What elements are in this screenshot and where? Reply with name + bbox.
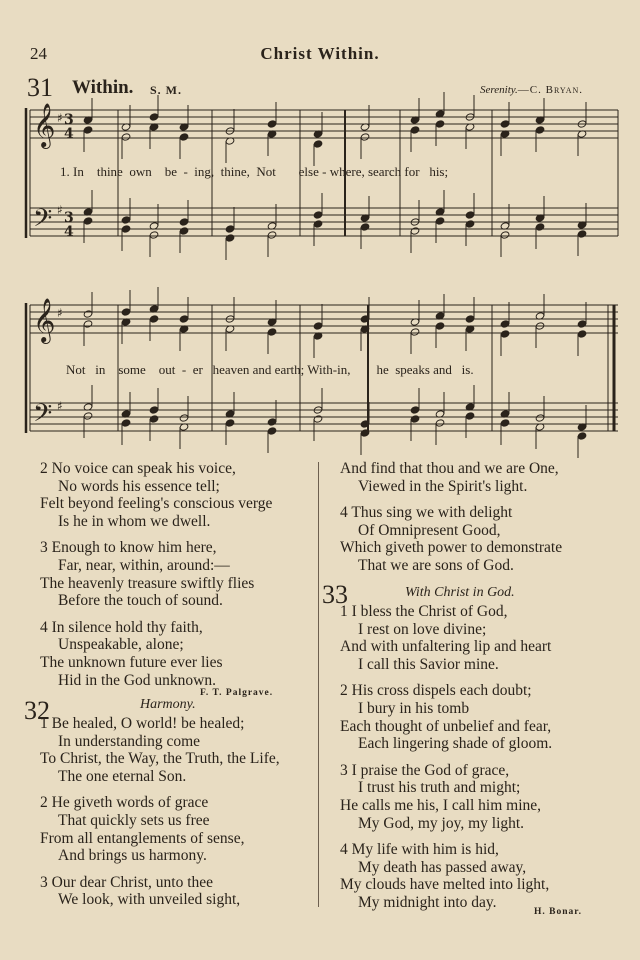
verse — [340, 460, 630, 495]
verse-line: The heavenly treasure swiftly flies — [40, 574, 255, 592]
hymn32-continued — [340, 460, 630, 575]
note-head — [535, 223, 545, 231]
verse-line: My clouds have melted into light, — [340, 876, 550, 894]
verse-line: My God, my joy, my light. — [358, 814, 525, 832]
note-head — [313, 211, 323, 219]
note-head — [121, 225, 131, 233]
verse-line: 1 Be healed, O world! be healed; — [40, 715, 245, 732]
verse-line: To Christ, the Way, the Truth, the Life, — [40, 750, 280, 768]
music-score — [0, 0, 640, 460]
svg-text:♯: ♯ — [57, 203, 63, 217]
hymn32-subtitle: Harmony. — [140, 697, 196, 712]
verse-line: 2 He giveth words of grace — [40, 794, 209, 812]
note-head — [465, 211, 475, 219]
verse — [40, 539, 315, 609]
svg-text:𝄢: 𝄢 — [33, 399, 53, 434]
note-head — [179, 227, 189, 235]
hymn33-subtitle: With Christ in God. — [405, 585, 515, 600]
note-head — [267, 120, 277, 128]
verse-line: Which giveth power to demonstrate — [340, 539, 563, 557]
verse-line: In understanding come — [58, 732, 201, 750]
note-head — [83, 126, 93, 134]
note-head — [121, 308, 131, 316]
verse-line: I call this Savior mine. — [358, 655, 499, 673]
note-head — [360, 223, 370, 231]
verse-line: 4 My life with him is hid, — [340, 841, 499, 859]
note-head — [121, 419, 131, 427]
note-head — [465, 315, 475, 323]
note-head — [225, 419, 235, 427]
note-head — [179, 133, 189, 141]
note-head — [500, 320, 510, 328]
lyrics-line-2: Not in some out - er heaven and earth; With-in, he speaks and is. — [66, 362, 474, 377]
note-head — [225, 234, 235, 242]
svg-text:♯: ♯ — [57, 399, 63, 413]
verse-line: And find that thou and we are One, — [340, 460, 559, 477]
note-head — [577, 230, 587, 238]
verse-line: 3 Enough to know him here, — [40, 539, 217, 557]
svg-text:3: 3 — [64, 112, 74, 128]
verse-line: The one eternal Son. — [58, 767, 187, 785]
verse-line: Viewed in the Spirit's light. — [358, 477, 528, 495]
verse-line: We look, with unveiled sight, — [58, 891, 241, 909]
note-head — [577, 432, 587, 440]
lyrics-line-1: 1. In thine own be - ing, thine, Not else - where, search for his; — [60, 164, 449, 179]
note-head — [83, 310, 93, 318]
tune-name: Serenity. — [480, 84, 518, 96]
note-head — [500, 330, 510, 338]
verse-line: 2 No voice can speak his voice, — [40, 460, 236, 477]
running-title: Christ Within. — [260, 44, 380, 63]
svg-text:4: 4 — [64, 126, 74, 142]
note-head — [360, 429, 370, 437]
svg-text:♯: ♯ — [57, 306, 63, 320]
verse — [40, 794, 318, 864]
verse-line: Before the touch of sound. — [58, 592, 223, 610]
note-head — [313, 140, 323, 148]
verse — [40, 460, 315, 530]
note-head — [535, 126, 545, 134]
note-head — [465, 412, 475, 420]
verse-line: Unspeakable, alone; — [58, 636, 184, 654]
hymn-number-31: 31 — [27, 73, 53, 102]
verse-line: I trust his truth and might; — [358, 779, 521, 797]
author-palgrave: F. T. Palgrave. — [200, 688, 274, 698]
svg-text:3: 3 — [64, 210, 74, 226]
verse-line: Each lingering shade of gloom. — [358, 735, 553, 753]
note-head — [83, 320, 93, 328]
note-head — [179, 414, 189, 422]
verse-line: No words his essence tell; — [58, 477, 220, 495]
verse — [40, 619, 315, 689]
verse-line: My death has passed away, — [358, 858, 527, 876]
hymn-number-33: 33 — [322, 580, 348, 609]
verse-line: 3 Our dear Christ, unto thee — [40, 873, 214, 891]
verse — [340, 603, 635, 673]
verse-line: 1 I bless the Christ of God, — [340, 603, 508, 620]
note-head — [149, 231, 159, 239]
hymn-title: Within. — [72, 77, 134, 98]
verse — [340, 762, 635, 832]
note-head — [535, 414, 545, 422]
note-head — [225, 225, 235, 233]
verse-line: Hid in the God unknown. — [58, 671, 217, 689]
verse-line: I bury in his tomb — [358, 699, 470, 717]
note-head — [313, 220, 323, 228]
note-head — [410, 227, 420, 235]
svg-text:𝄢: 𝄢 — [33, 204, 53, 239]
note-head — [83, 412, 93, 420]
note-head — [179, 218, 189, 226]
verse — [340, 682, 635, 752]
note-head — [500, 120, 510, 128]
verse-line: I rest on love divine; — [358, 620, 487, 638]
hymn32-verses — [40, 715, 318, 909]
verse-line: The unknown future ever lies — [40, 653, 223, 671]
verse-line: He calls me his, I call him mine, — [340, 796, 542, 814]
hymn33-verses — [340, 603, 635, 912]
note-head — [179, 315, 189, 323]
verse-line: 4 In silence hold thy faith, — [40, 618, 203, 636]
note-head — [435, 419, 445, 427]
verse-line: My midnight into day. — [358, 893, 497, 911]
verse-line: 3 I praise the God of grace, — [340, 761, 510, 779]
note-head — [577, 320, 587, 328]
verse — [340, 504, 630, 574]
column-divider — [318, 462, 319, 907]
verse-line: That we are sons of God. — [358, 556, 514, 574]
verse-line: That quickly sets us free — [58, 811, 210, 829]
note-head — [410, 126, 420, 134]
page-number: 24 — [30, 44, 47, 63]
note-head — [360, 133, 370, 141]
note-head — [149, 315, 159, 323]
verse — [40, 715, 318, 785]
note-head — [149, 415, 159, 423]
note-head — [149, 406, 159, 414]
verse-line: And with unfaltering lip and heart — [340, 638, 552, 656]
note-head — [83, 217, 93, 225]
verse — [40, 874, 318, 909]
note-head — [500, 419, 510, 427]
verse-line: 4 Thus sing we with delight — [340, 504, 513, 522]
note-head — [313, 322, 323, 330]
svg-text:𝄞: 𝄞 — [33, 103, 56, 147]
verse — [340, 841, 635, 911]
svg-text:♯: ♯ — [57, 111, 63, 125]
verse-line: From all entanglements of sense, — [40, 829, 245, 847]
tune-composer: —C. Bryan. — [517, 84, 584, 96]
note-head — [267, 328, 277, 336]
hymn-number-32: 32 — [24, 696, 50, 725]
svg-text:4: 4 — [64, 224, 74, 240]
note-head — [435, 120, 445, 128]
note-head — [465, 220, 475, 228]
note-head — [410, 328, 420, 336]
note-head — [267, 418, 277, 426]
note-head — [313, 415, 323, 423]
verse-line: Is he in whom we dwell. — [58, 512, 211, 530]
note-head — [121, 133, 131, 141]
note-head — [121, 216, 131, 224]
verse-line: Far, near, within, around:— — [58, 556, 230, 574]
verse-line: Of Omnipresent Good, — [358, 521, 501, 539]
note-head — [267, 231, 277, 239]
author-bonar: H. Bonar. — [534, 907, 582, 917]
note-head — [267, 427, 277, 435]
hymn-meter: S. M. — [150, 83, 182, 97]
note-head — [435, 322, 445, 330]
verse-line: Each thought of unbelief and fear, — [340, 717, 552, 735]
note-head — [410, 415, 420, 423]
note-head — [500, 231, 510, 239]
verse-line: Felt beyond feeling's conscious verge — [40, 495, 273, 513]
hymn31-verses — [40, 460, 315, 689]
note-head — [149, 113, 159, 121]
svg-text:𝄞: 𝄞 — [33, 298, 56, 342]
verse-line: And brings us harmony. — [58, 847, 207, 865]
note-head — [435, 217, 445, 225]
note-head — [577, 330, 587, 338]
note-head — [410, 406, 420, 414]
verse-line: 2 His cross dispels each doubt; — [340, 682, 532, 700]
